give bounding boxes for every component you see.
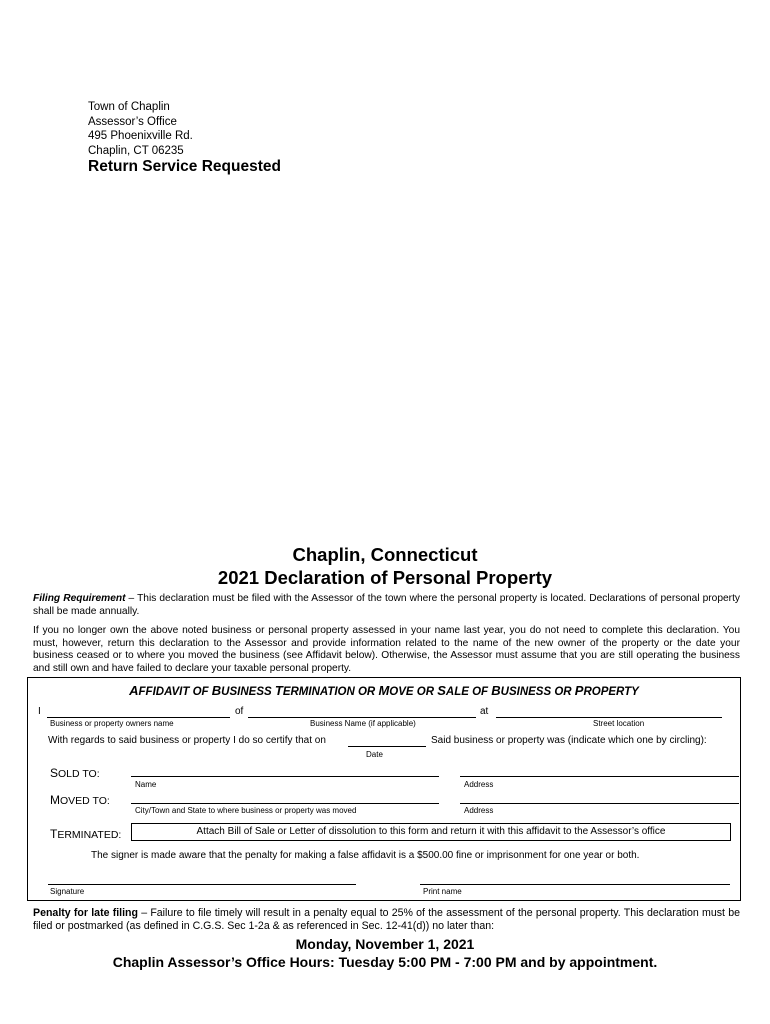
late-filing-penalty (33, 907, 740, 932)
at-label: at (480, 706, 489, 717)
buyer-address-field[interactable] (460, 776, 739, 777)
signature-field[interactable] (48, 884, 356, 885)
date-caption: Date (366, 750, 383, 759)
certify-text: With regards to said business or property I do so certify that on (48, 735, 326, 746)
signature-caption: Signature (50, 887, 85, 896)
attach-instructions: Attach Bill of Sale or Letter of dissolution to this form and return it with this affidavit to the Assessor’s office (131, 823, 731, 841)
late-filing-label: Penalty for late filing (33, 907, 138, 919)
page-title: Chaplin, Connecticut (292, 544, 478, 565)
address-caption: Address (464, 806, 494, 815)
return-address-line: Town of Chaplin (88, 101, 170, 113)
terminated-label: TERMINATED: (50, 827, 122, 841)
name-caption: Name (135, 780, 157, 789)
buyer-name-field[interactable] (131, 776, 439, 777)
moved-address-field[interactable] (460, 803, 739, 804)
business-name-field[interactable] (248, 717, 476, 718)
certify-text-2: Said business or property was (indicate which one by circling): (431, 735, 707, 746)
owner-caption: Business or property owners name (50, 719, 174, 728)
owner-name-field[interactable] (47, 717, 230, 718)
date-field[interactable] (348, 746, 426, 747)
moved-to-label: MOVED TO: (50, 793, 110, 807)
filing-requirement (33, 593, 740, 618)
business-caption: Business Name (if applicable) (310, 719, 416, 728)
deadline-date: Monday, November 1, 2021 (295, 936, 475, 952)
address-caption: Address (464, 780, 494, 789)
return-address-line: Assessor’s Office (88, 115, 177, 128)
street-caption: Street location (593, 719, 645, 728)
return-address-line: 495 Phoenixville Rd. (88, 130, 193, 142)
page-subtitle: 2021 Declaration of Personal Property (217, 567, 553, 588)
print-name-field[interactable] (420, 884, 730, 885)
of-label: of (235, 706, 244, 717)
moved-city-field[interactable] (131, 803, 439, 804)
i-label: I (38, 706, 41, 717)
late-filing-text: – Failure to file timely will result in a penalty equal to 25% of the assessment of the personal property. This declaration must be filed or postmarked (as defined in C.G.S. Sec 1-2a & as referenced in Sec. 12-41(d)) no later than: (33, 907, 740, 932)
return-service-note: Return Service Requested (88, 158, 281, 175)
return-address-line: Chaplin, CT 06235 (88, 144, 184, 157)
filing-requirement-label: Filing Requirement (33, 593, 126, 604)
filing-paragraph: If you no longer own the above noted business or personal property assessed in your name last year, you do not need to complete this declaration. You must, however, return this declaration to the Assessor and provide information related to the name of the new owner of the property or the date your business ceased or to where you moved the business (see Affidavit below). Otherwise, the Assessor must assume that you are still operating the business and still own and have failed to declare your taxable personal property. (33, 625, 740, 674)
sold-to-label: SOLD TO: (50, 766, 100, 780)
print-name-caption: Print name (423, 887, 462, 896)
filing-requirement-text: – This declaration must be filed with the Assessor of the town where the personal property is located. Declarations of personal property shall be made annually. (33, 593, 740, 617)
street-location-field[interactable] (496, 717, 722, 718)
return-address (88, 100, 193, 158)
affidavit-heading: AFFIDAVIT OF BUSINESS TERMINATION OR MOVE OR SALE OF BUSINESS OR PROPERTY (129, 683, 639, 698)
false-affidavit-notice: The signer is made aware that the penalty for making a false affidavit is a $500.00 fine or imprisonment for one year or both. (91, 850, 640, 861)
office-hours: Chaplin Assessor’s Office Hours: Tuesday 5:00 PM - 7:00 PM and by appointment. (112, 954, 658, 970)
affidavit-box (27, 677, 741, 901)
city-caption: City/Town and State to where business or property was moved (135, 806, 357, 815)
